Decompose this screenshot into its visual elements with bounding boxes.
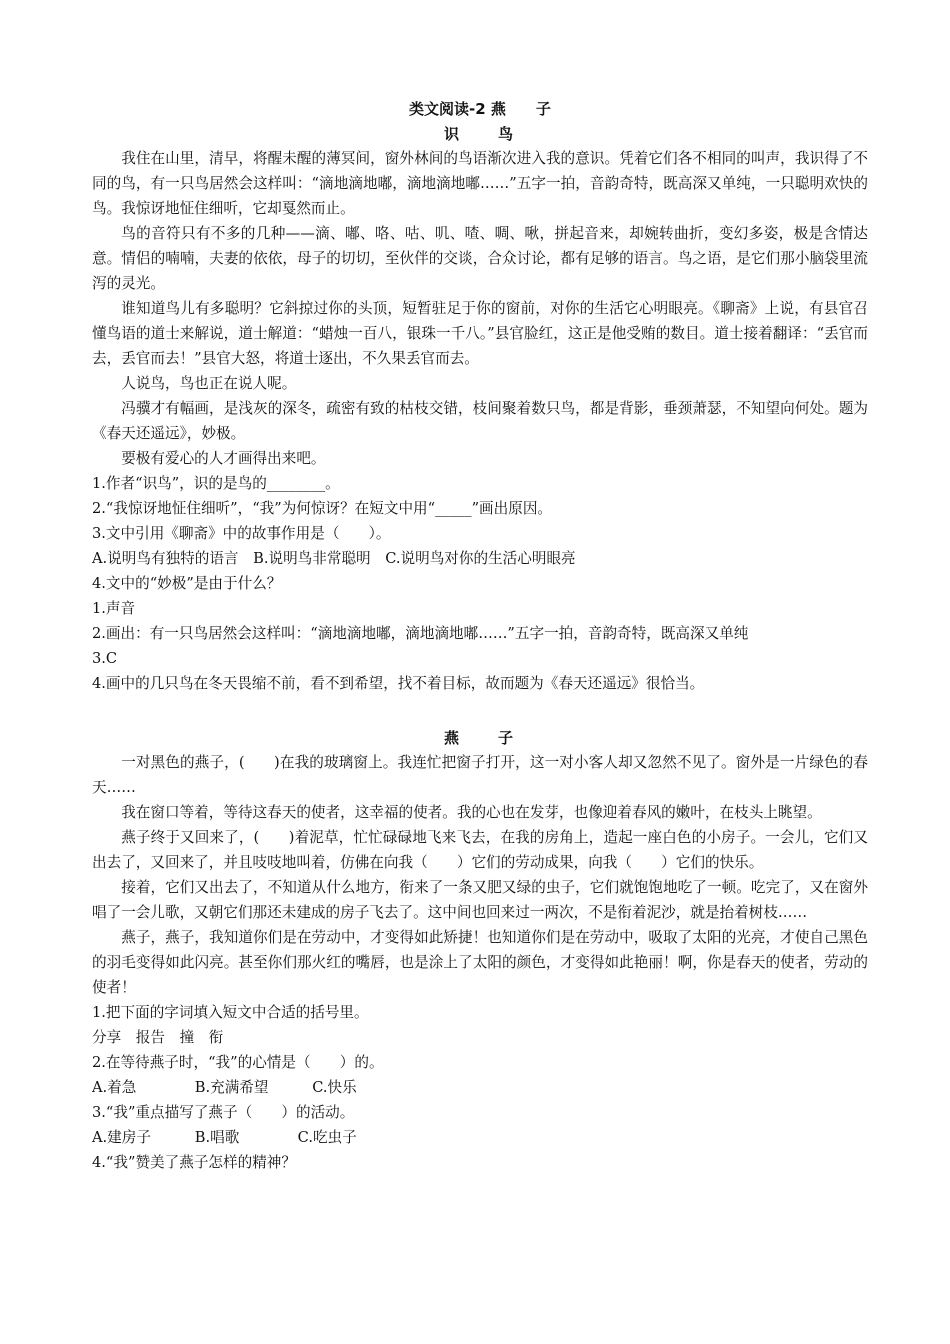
section1-paragraph: 人说鸟，鸟也正在说人呢。 <box>121 375 297 392</box>
section2-question: 2.在等待燕子时，“我”的心情是（ ）的。 <box>92 1054 384 1071</box>
section2-question: 4.“我”赞美了燕子怎样的精神？ <box>92 1154 296 1171</box>
section1-paragraph: 要极有爱心的人才画得出来吧。 <box>121 450 326 467</box>
section1-question: 4.文中的“妙极”是由于什么？ <box>92 575 282 592</box>
section1-answer: 1.声音 <box>92 600 136 617</box>
document-title: 类文阅读-2 燕 子 <box>409 100 551 118</box>
section2-paragraph: 燕子，燕子，我知道你们是在劳动中，才变得如此矫捷！也知道你们是在劳动中，吸取了太阳的光亮，才使自己黑色的羽毛变得如此闪亮。甚至你们那火红的嘴唇，也是涂上了太阳的颜色，才变得如此艳丽！啊，你是春天的使者，劳动的使者！ <box>92 929 868 996</box>
section1-answer: 2.画出：有一只鸟居然会这样叫：“滴地滴地嘟，滴地滴地嘟……”五字一拍，音韵奇特，既高深又单纯 <box>92 625 749 642</box>
section2-paragraph: 接着，它们又出去了，不知道从什么地方，衔来了一条又肥又绿的虫子，它们就饱饱地吃了一顿。吃完了，又在窗外唱了一会儿歌，又朝它们那还未建成的房子飞去了。这中间也回来过一两次，不是衔着泥沙，就是抬着树枝…… <box>92 879 868 921</box>
section2-question: 1.把下面的字词填入短文中合适的括号里。 <box>92 1004 369 1021</box>
section2-heading: 燕 子 <box>443 729 516 747</box>
section1-heading: 识 鸟 <box>443 125 516 143</box>
section2-question-options: A.着急 B.充满希望 C.快乐 <box>92 1079 357 1096</box>
section1-question-options: A.说明鸟有独特的语言 B.说明鸟非常聪明 C.说明鸟对你的生活心明眼亮 <box>92 550 576 567</box>
section2-question-options: A.建房子 B.唱歌 C.吃虫子 <box>92 1129 357 1146</box>
section1-question: 2.“我惊讶地怔住细听”，“我”为何惊讶？在短文中用“_____”画出原因。 <box>92 500 553 517</box>
section1-paragraph: 我住在山里，清早，将醒未醒的薄冥间，窗外林间的鸟语渐次进入我的意识。凭着它们各不相同的叫声，我识得了不同的鸟，有一只鸟居然会这样叫：“滴地滴地嘟，滴地滴地嘟……”五字一拍，音韵奇特，既高深又单纯，一只聪明欢快的鸟。我惊讶地怔住细听，它却戛然而止。 <box>92 150 868 217</box>
section2-paragraph: 一对黑色的燕子，( )在我的玻璃窗上。我连忙把窗子打开，这一对小客人却又忽然不见了。窗外是一片绿色的春天…… <box>92 754 868 796</box>
section1-question: 3.文中引用《聊斋》中的故事作用是（ ）。 <box>92 525 391 542</box>
section1-answer: 3.C <box>92 650 118 667</box>
section2-paragraph: 燕子终于又回来了，( )着泥草，忙忙碌碌地飞来飞去，在我的房角上，造起一座白色的小房子。一会儿，它们又出去了，又回来了，并且吱吱地叫着，仿佛在向我（ ）它们的劳动成果，向我（ ）它们的快乐。 <box>92 829 868 871</box>
section1-paragraph: 冯骥才有幅画，是浅灰的深冬，疏密有致的枯枝交错，枝间聚着数只鸟，都是背影，垂颈萧瑟，不知望向何处。题为《春天还遥远》，妙极。 <box>92 400 868 442</box>
section2-paragraph: 我在窗口等着，等待这春天的使者，这幸福的使者。我的心也在发芽，也像迎着春风的嫩叶，在枝头上眺望。 <box>121 804 822 821</box>
document-page <box>92 98 868 1175</box>
section1-paragraph: 鸟的音符只有不多的几种——滴、嘟、咯、咕、叽、喳、啁、啾，拼起音来，却婉转曲折，变幻多姿，极是含情达意。情侣的喃喃，夫妻的依依，母子的切切，至伙伴的交谈，合众讨论，都有足够的语言。鸟之语，是它们那小脑袋里流泻的灵光。 <box>92 225 868 292</box>
section2-word-bank: 分享 报告 撞 衔 <box>92 1029 224 1046</box>
section1-answer: 4.画中的几只鸟在冬天畏缩不前，看不到希望，找不着目标，故而题为《春天还遥远》很恰当。 <box>92 675 705 692</box>
section-spacer <box>92 696 868 720</box>
section1-paragraph: 谁知道鸟儿有多聪明？它斜掠过你的头顶，短暂驻足于你的窗前，对你的生活它心明眼亮。《聊斋》上说，有县官召懂鸟语的道士来解说，道士解道：“蜡烛一百八，银珠一千八。”县官脸红，这正是他受贿的数目。道士接着翻译：“丢官而去，丢官而去！”县官大怒，将道士逐出，不久果丢官而去。 <box>92 300 868 367</box>
section1-question: 1.作者“识鸟”，识的是鸟的________。 <box>92 475 340 492</box>
section2-question: 3.“我”重点描写了燕子（ ）的活动。 <box>92 1104 355 1121</box>
